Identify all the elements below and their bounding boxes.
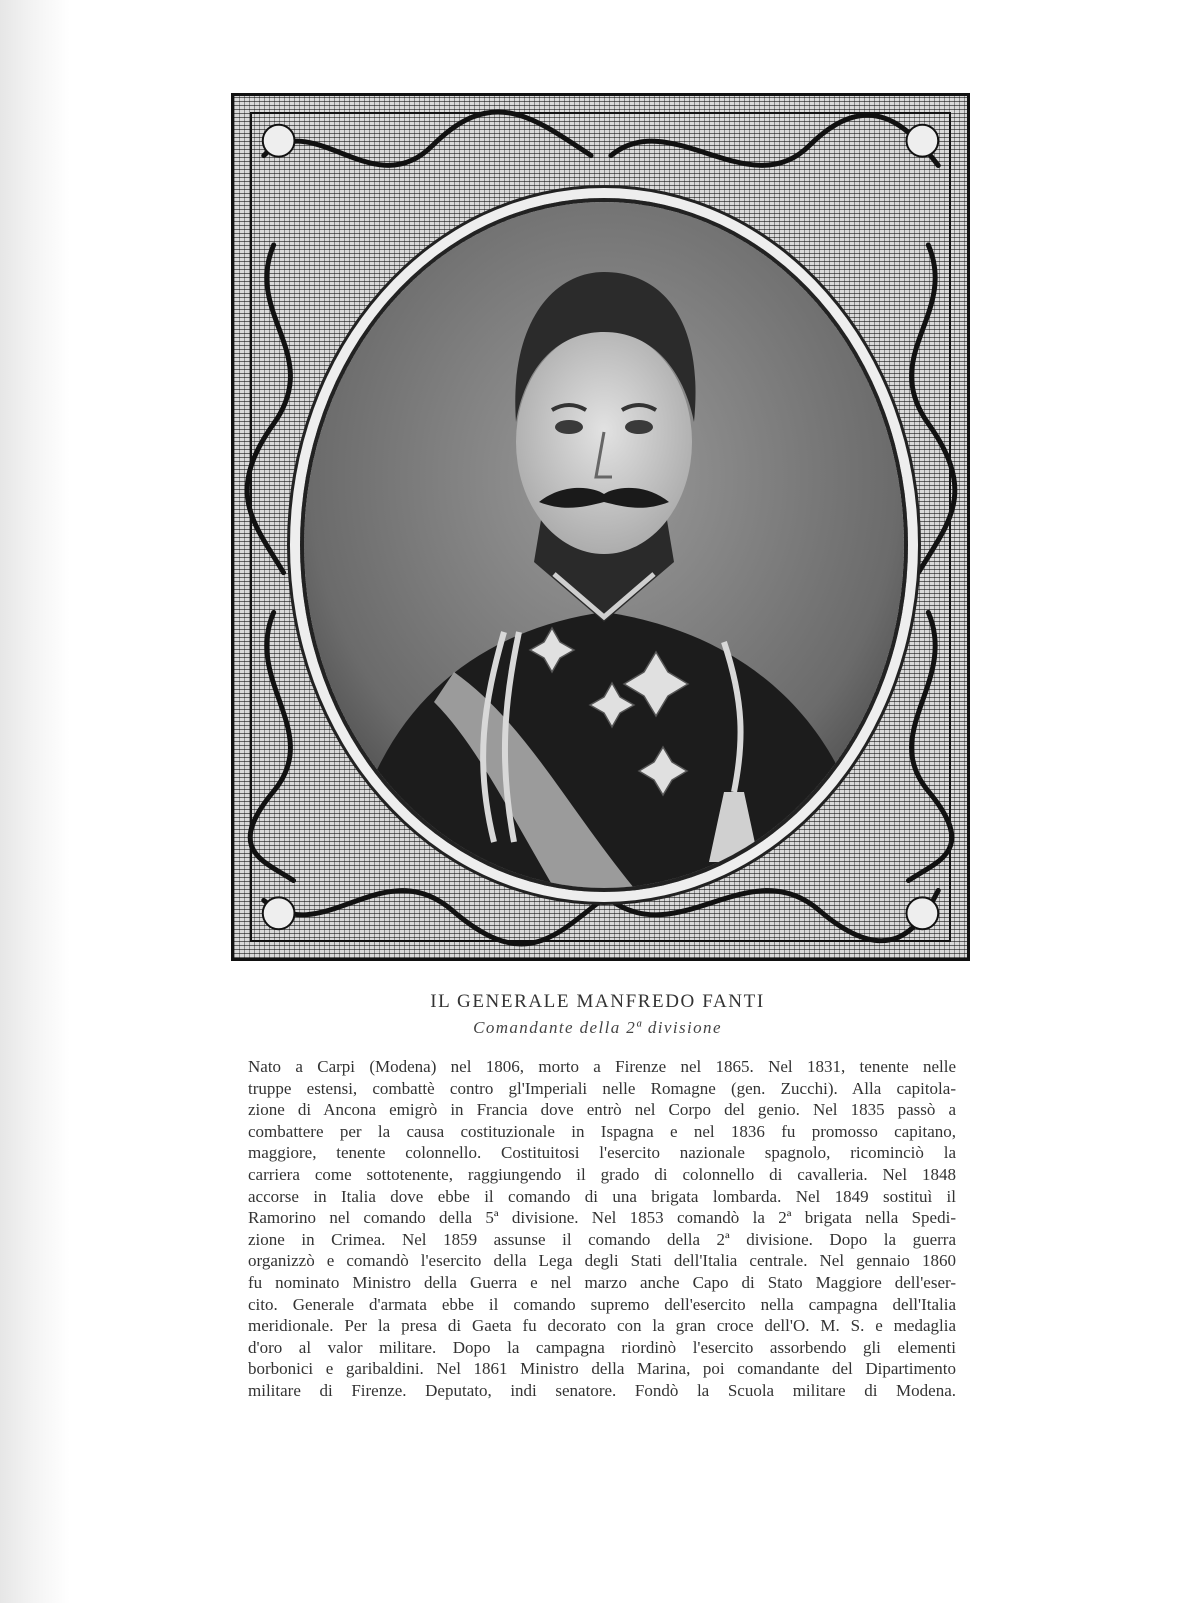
bio-line: combattere per la causa costituzionale in Ispagna e nel 1836 fu promosso capitano, [248, 1121, 956, 1141]
bio-line: maggiore, tenente colonnello. Costituitosi l'esercito nazionale spagnolo, ricominciò la [248, 1143, 956, 1163]
bio-line: zione di Ancona emigrò in Francia dove entrò nel Corpo del genio. Nel 1835 passò a [248, 1100, 956, 1120]
bio-line: zione in Crimea. Nel 1859 assunse il comando della 2ª divisione. Dopo la guerra [248, 1229, 956, 1249]
bio-line: truppe estensi, combattè contro gl'Imperiali nelle Romagne (gen. Zucchi). Alla capitola- [248, 1078, 956, 1098]
caption-title: IL GENERALE MANFREDO FANTI [430, 991, 765, 1012]
bio-line: accorse in Italia dove ebbe il comando di una brigata lombarda. Nel 1849 sostituì il [248, 1186, 956, 1206]
bio-line: carriera come sottotenente, raggiungendo il grado di colonnello di cavalleria. Nel 1848 [248, 1164, 956, 1184]
general-portrait-illustration [304, 202, 904, 888]
bio-line: militare di Firenze. Deputato, indi senatore. Fondò la Scuola militare di Modena. [248, 1380, 956, 1400]
bio-line: d'oro al valor militare. Dopo la campagna riordinò l'esercito assorbendo gli elementi [248, 1337, 956, 1357]
biography-paragraph [248, 1056, 956, 1402]
bio-line: cito. Generale d'armata ebbe il comando supremo dell'esercito nella campagna dell'Italia [248, 1294, 956, 1314]
page-binding-shadow [0, 0, 70, 1603]
bio-line: meridionale. Per la presa di Gaeta fu decorato con la gran croce dell'O. M. S. e medaglia [248, 1316, 956, 1336]
bio-line: Ramorino nel comando della 5ª divisione. Nel 1853 comandò la 2ª brigata nella Spedi- [248, 1208, 956, 1228]
caption-subtitle: Comandante della 2ª divisione [473, 1018, 722, 1037]
bio-line: organizzò e comandò l'esercito della Lega degli Stati dell'Italia centrale. Nel gennaio 1860 [248, 1251, 956, 1271]
bio-line: fu nominato Ministro della Guerra e nel marzo anche Capo di Stato Maggiore dell'eser- [248, 1272, 956, 1292]
bio-line: Nato a Carpi (Modena) nel 1806, morto a Firenze nel 1865. Nel 1831, tenente nelle [248, 1057, 956, 1076]
bio-line: borbonici e garibaldini. Nel 1861 Ministro della Marina, poi comandante del Dipartimento [248, 1359, 956, 1379]
portrait-oval [300, 198, 908, 892]
